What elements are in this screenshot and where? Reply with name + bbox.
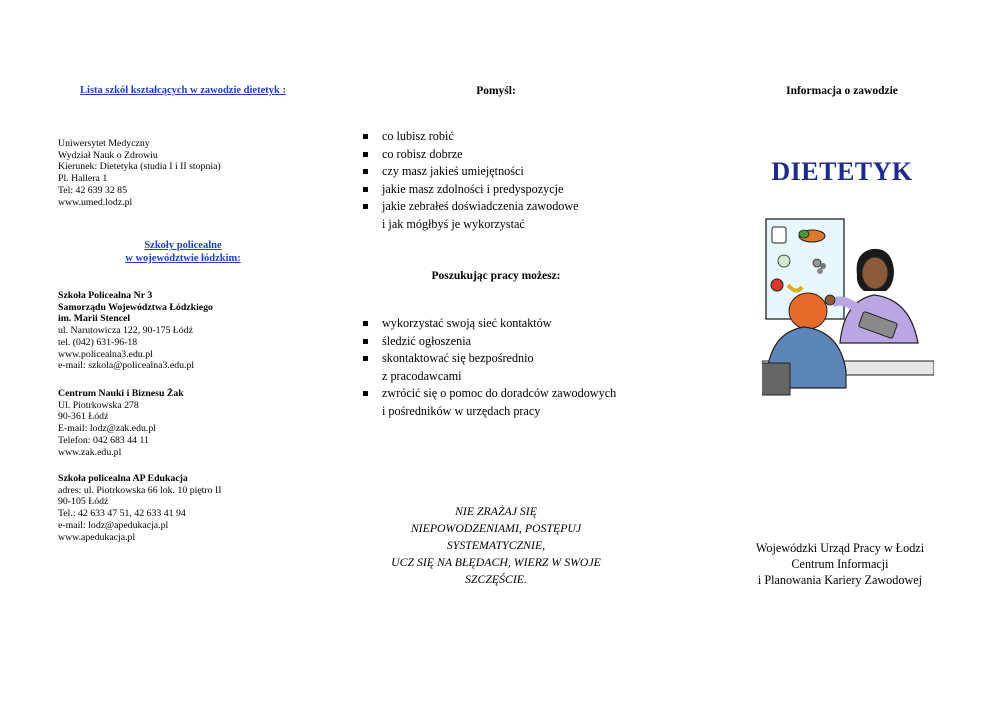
list-item: [358, 163, 658, 181]
bullet-square-icon: [363, 321, 368, 326]
school-contact-line: ul. Narutowicza 122, 90-175 Łódź: [58, 325, 193, 337]
think-list: [358, 128, 658, 233]
client-head: [789, 293, 827, 329]
motto-line: NIEPOWODZENIAMI, POSTĘPUJ: [410, 521, 582, 535]
bullet-square-icon: [363, 169, 368, 174]
heading2-line2: w województwie łódzkim:: [125, 252, 241, 264]
list-item-text: zwrócić się o pomoc do doradców zawodowych: [382, 386, 617, 400]
post-secondary-schools-heading-link[interactable]: [58, 240, 308, 265]
list-item: [358, 198, 658, 233]
list-item: [358, 128, 658, 146]
apple-icon: [771, 279, 783, 291]
heading2-line1: Szkoły policealne: [144, 240, 222, 251]
dietitian-face: [862, 257, 888, 289]
list-item-text: i pośredników w urzędach pracy: [382, 403, 541, 418]
list-item: [358, 146, 658, 164]
left-column: [58, 0, 308, 701]
school-contact-line: 90-361 Łódź: [58, 411, 109, 423]
school-name-line: Centrum Nauki i Biznesu Żak: [58, 388, 184, 399]
list-item-text: śledzić ogłoszenia: [382, 333, 472, 348]
list-item-text: i jak mógłbyś je wykorzystać: [382, 216, 525, 231]
school-contact-line: E-mail: lodz@zak.edu.pl: [58, 423, 156, 435]
motto-line: SZCZĘŚCIE.: [465, 572, 527, 586]
bullet-square-icon: [363, 339, 368, 344]
office-line-1: Wojewódzki Urząd Pracy w Łodzi: [755, 541, 925, 555]
glass-icon: [772, 227, 786, 243]
think-title: Pomyśl:: [476, 85, 516, 97]
school-name-line: im. Marii Stencel: [58, 313, 131, 325]
grapes-icon: [813, 259, 821, 267]
umed-line: Tel: 42 639 32 85: [58, 184, 127, 196]
school-contact-line: 90-105 Łódź: [58, 496, 109, 508]
umed-line: www.umed.lodz.pl: [58, 196, 133, 208]
list-item-text: wykorzystać swoją sieć kontaktów: [382, 316, 552, 330]
school-contact-line: e-mail: lodz@apedukacja.pl: [58, 519, 169, 531]
job-search-title: Poszukując pracy możesz:: [431, 270, 561, 282]
school-contact-line: tel. (042) 631-96-18: [58, 336, 138, 348]
list-item-text: skontaktować się bezpośrednio: [382, 351, 534, 365]
list-item: [358, 181, 658, 199]
motto-line: NIE ZRAŻAJ SIĘ: [455, 504, 537, 518]
school-contact-line: www.zak.edu.pl: [58, 446, 122, 458]
school-contact-line: www.apedukacja.pl: [58, 531, 136, 543]
school-name-line: Samorządu Województwa Łódzkiego: [58, 301, 213, 313]
school-name-line: Szkoła Policealna Nr 3: [58, 290, 153, 301]
school-contact-line: Ul. Piotrkowska 278: [58, 399, 139, 411]
list-item: [358, 315, 658, 333]
bullet-square-icon: [363, 187, 368, 192]
list-item-text: czy masz jakieś umiejętności: [382, 164, 524, 178]
school-contact-line: Tel.: 42 633 47 51, 42 633 41 94: [58, 508, 186, 520]
job-search-list: [358, 315, 658, 420]
list-item-text: z pracodawcami: [382, 368, 462, 383]
motto-line: SYSTEMATYCZNIE,: [446, 538, 546, 552]
umed-line: Pl. Hallera 1: [58, 173, 108, 185]
chair: [762, 363, 790, 395]
bullet-square-icon: [363, 152, 368, 157]
umed-line: Uniwersytet Medyczny: [58, 138, 150, 149]
bullet-square-icon: [363, 391, 368, 396]
school-contact-line: Telefon: 042 683 44 11: [58, 434, 149, 446]
office-name: [740, 540, 940, 588]
list-item: [358, 350, 658, 385]
school-zak: [58, 388, 308, 458]
office-line-2: Centrum Informacji: [791, 557, 889, 571]
bullet-square-icon: [363, 204, 368, 209]
profession-title: DIETETYK: [771, 157, 913, 186]
bullet-square-icon: [363, 134, 368, 139]
school-policealna-nr3: [58, 290, 308, 372]
motto-line: UCZ SIĘ NA BŁĘDACH, WIERZ W SWOJE: [391, 555, 601, 569]
profession-info-title: Informacja o zawodzie: [786, 85, 898, 97]
list-item: [358, 385, 658, 420]
list-item-text: jakie zebrałeś doświadczenia zawodowe: [382, 199, 579, 213]
office-line-3: i Planowania Kariery Zawodowej: [757, 573, 923, 587]
umed-contact: [58, 138, 308, 208]
school-name-line: Szkoła policealna AP Edukacja: [58, 473, 188, 484]
right-column: [748, 0, 948, 701]
middle-column: [358, 0, 658, 701]
school-ap-edukacja: [58, 473, 308, 543]
list-item-text: co lubisz robić: [382, 129, 454, 143]
umed-line: Kierunek: Dietetyka (studia I i II stopnia): [58, 161, 221, 173]
school-contact-line: e-mail: szkola@policealna3.edu.pl: [58, 360, 195, 372]
motto-text: [358, 503, 634, 588]
dietitian-consultation-illustration: [762, 213, 934, 398]
school-contact-line: www.policealna3.edu.pl: [58, 348, 153, 360]
school-list-heading-link[interactable]: Lista szkół kształcących w zawodzie dietetyk :: [80, 85, 286, 96]
list-item-text: co robisz dobrze: [382, 146, 463, 161]
list-item-text: jakie masz zdolności i predyspozycje: [382, 181, 564, 196]
list-item: [358, 333, 658, 351]
bullet-square-icon: [363, 356, 368, 361]
school-contact-line: adres: ul. Piotrkowska 66 lok. 10 piętro II: [58, 484, 222, 496]
umed-line: Wydział Nauk o Zdrowiu: [58, 149, 158, 161]
